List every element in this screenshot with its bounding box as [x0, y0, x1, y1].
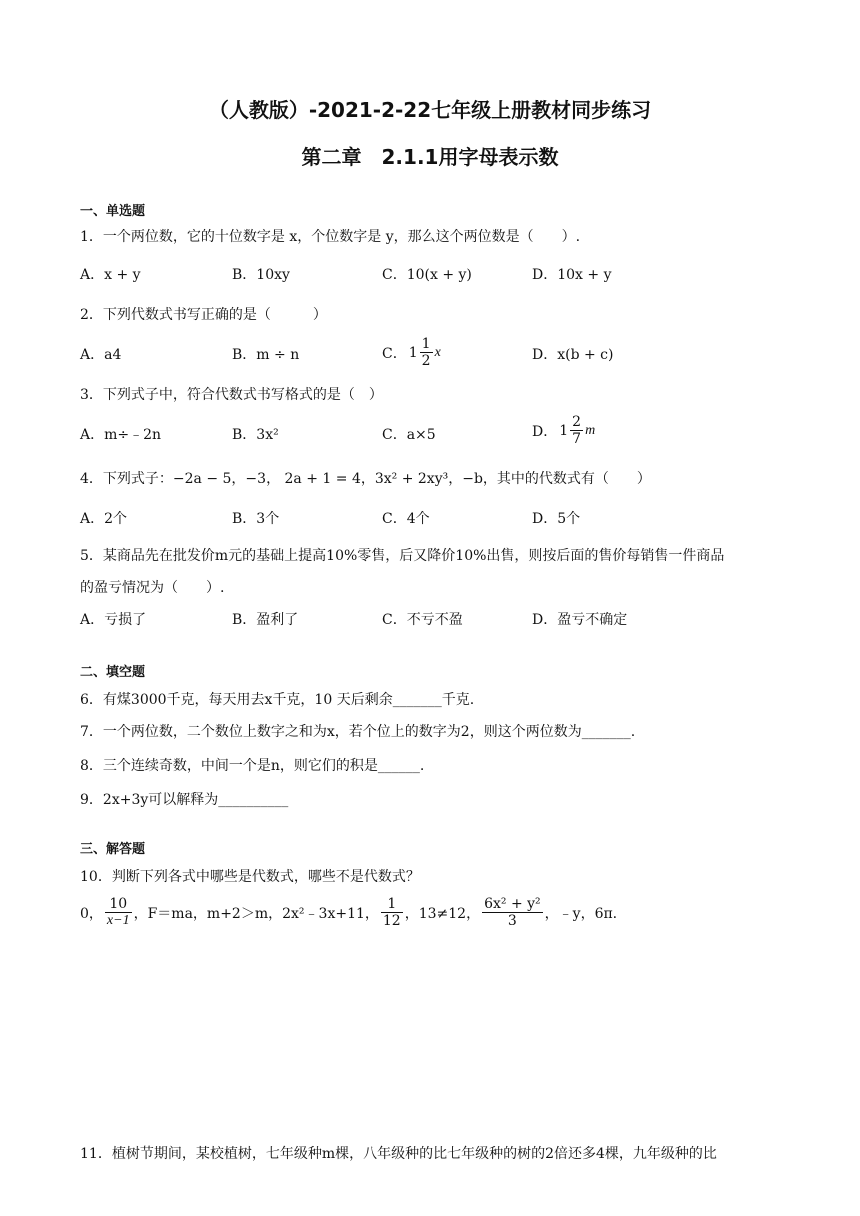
option-d: D． 1 $\frac{2}{7}$ m	[532, 414, 596, 447]
fraction-1-over-12: $\frac{1}{12}$	[382, 896, 401, 929]
option-c: C．a×5	[382, 427, 436, 443]
question-1-options	[80, 264, 780, 286]
option-c: C． 1 $\frac{1}{2}$ x	[382, 336, 441, 369]
option-d: D．5个	[532, 511, 581, 527]
fraction-10-over-x-1: $\frac{10}{x-1}$	[106, 896, 130, 928]
question-5-line-1: 5．某商品先在批发价m元的基础上提高10%零售，后又降价10%出售，则按后面的售价每销售一件商品	[80, 548, 725, 564]
option-a: A．亏损了	[80, 612, 147, 628]
question-4: 4．下列式子：−2a − 5，−3， 2a + 1 = 4，3x² + 2xy³，−b，其中的代数式有（ ）	[80, 471, 651, 487]
fraction: $\frac{1}{2}$	[421, 336, 431, 369]
question-10: 10．判断下列各式中哪些是代数式，哪些不是代数式？	[80, 869, 420, 885]
section-fill-blank: 二、填空题	[80, 665, 146, 680]
question-6: 6．有煤3000千克，每天用去x千克，10 天后剩余_______千克.	[80, 692, 475, 708]
option-c: C．10(x + y)	[382, 267, 472, 283]
section-answer: 三、解答题	[80, 842, 146, 857]
question-2-options	[80, 336, 780, 372]
option-b: B．10xy	[232, 267, 290, 283]
question-3: 3．下列式子中，符合代数式书写格式的是（ ）	[80, 387, 383, 403]
option-a: A．x + y	[80, 267, 141, 283]
chapter-title: 第二章 2.1.1用字母表示数	[301, 145, 559, 169]
option-c: C．不亏不盈	[382, 612, 463, 628]
section-single-choice: 一、单选题	[80, 204, 146, 219]
option-a: A．2个	[80, 511, 128, 527]
question-11: 11．植树节期间，某校植树，七年级种m棵，八年级种的比七年级种的树的2倍还多4棵，九年级种的比	[80, 1146, 717, 1162]
option-b: B．3个	[232, 511, 280, 527]
page-title: （人教版）-2021-2-22七年级上册教材同步练习	[208, 98, 652, 122]
question-1: 1．一个两位数，它的十位数字是 x，个位数字是 y，那么这个两位数是（ ）.	[80, 229, 581, 245]
question-2: 2．下列代数式书写正确的是（ ）	[80, 307, 327, 323]
fraction-6x2-y2-over-3: $\frac{\text{6x² + y²}}{3}$	[484, 896, 541, 929]
question-9: 9．2x+3y可以解释为__________	[80, 792, 289, 808]
option-d: D．10x + y	[532, 267, 612, 283]
option-a: A．a4	[80, 347, 122, 363]
option-c: C．4个	[382, 511, 430, 527]
question-10-expressions: 0， $\frac{10}{x-1}$ ，F＝ma，m+2＞m，2x²﹣3x+11， $\frac{1}{12}$ ，13≠12， $\frac{\text{6x² + y²}}{3}$ ，﹣y，6π.	[80, 896, 618, 929]
option-b: B．m ÷ n	[232, 347, 300, 363]
question-5-line-2: 的盈亏情况为（ ）.	[80, 580, 225, 596]
option-b: B．3x²	[232, 427, 279, 443]
option-d: D．x(b + c)	[532, 347, 614, 363]
question-3-options	[80, 414, 780, 450]
fraction: $\frac{2}{7}$	[572, 414, 582, 447]
option-b: B．盈利了	[232, 612, 299, 628]
question-8: 8．三个连续奇数，中间一个是n，则它们的积是______.	[80, 758, 425, 774]
question-4-options	[80, 508, 780, 530]
question-7: 7．一个两位数，二个数位上数字之和为x，若个位上的数字为2，则这个两位数为_______.	[80, 724, 636, 740]
option-d: D．盈亏不确定	[532, 612, 628, 628]
option-a: A．m÷﹣2n	[80, 427, 162, 443]
question-5-options	[80, 609, 780, 631]
